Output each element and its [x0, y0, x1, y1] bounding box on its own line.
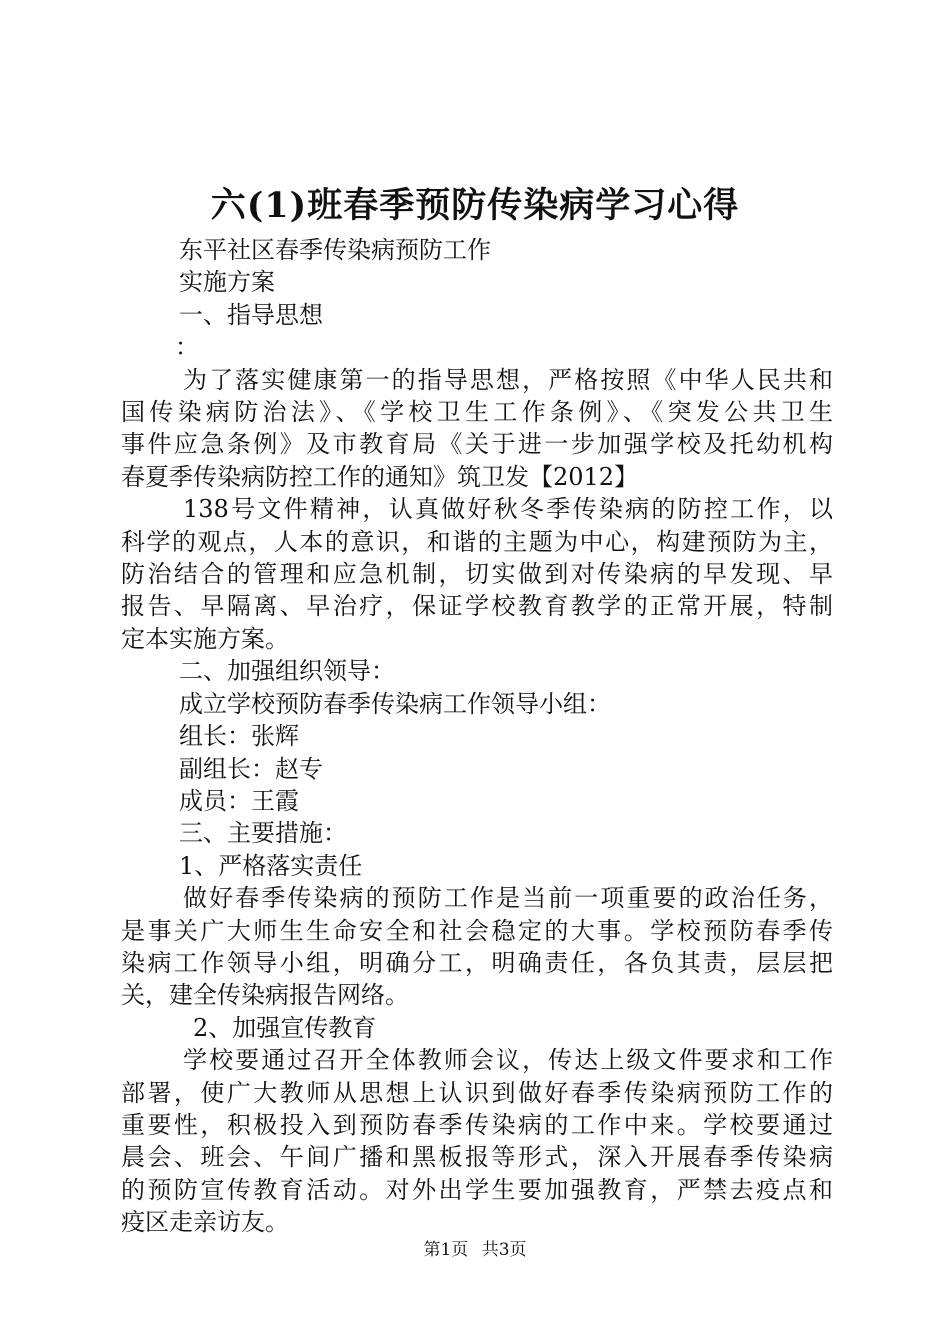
body-line: 副组长：赵专: [179, 754, 323, 783]
body-line: 成员：王霞: [179, 786, 299, 815]
section-heading: 二、加强组织领导：: [179, 657, 395, 686]
paragraph-line: 是事关广大师生生命安全和社会稳定的大事。学校预防春季传: [121, 916, 833, 945]
paragraph-line: 晨会、班会、午间广播和黑板报等形式，深入开展春季传染病: [121, 1143, 833, 1172]
section-heading: 一、指导思想: [179, 300, 323, 329]
paragraph-line: 关，建全传染病报告网络。: [121, 981, 409, 1010]
page-total: 共3页: [481, 1240, 527, 1260]
paragraph-line: 的预防宣传教育活动。对外出学生要加强教育，严禁去疫点和: [121, 1175, 833, 1204]
body-line: 组长：张辉: [179, 722, 299, 751]
subsection-heading: 1、严格落实责任: [179, 851, 363, 880]
paragraph-line: 染病工作领导小组，明确分工，明确责任，各负其责，层层把: [121, 948, 833, 977]
paragraph-line: 部署，使广大教师从思想上认识到做好春季传染病预防工作的: [121, 1078, 833, 1107]
body-line: 成立学校预防春季传染病工作领导小组：: [179, 689, 611, 718]
subsection-heading: 2、加强宣传教育: [193, 1013, 377, 1042]
paragraph-line: 138号文件精神，认真做好秋冬季传染病的防控工作，以: [183, 495, 833, 524]
paragraph-line: 事件应急条例》及市教育局《关于进一步加强学校及托幼机构: [121, 430, 833, 459]
paragraph-line: 学校要通过召开全体教师会议，传达上级文件要求和工作: [183, 1046, 833, 1075]
body-line: ：: [175, 333, 199, 362]
section-heading: 三、主要措施：: [179, 819, 347, 848]
paragraph-line: 定本实施方案。: [121, 624, 289, 653]
page-footer: [0, 1238, 950, 1262]
body-line: 实施方案: [179, 268, 275, 297]
document-body: [121, 234, 833, 1239]
paragraph-line: 重要性，积极投入到预防春季传染病的工作中来。学校要通过: [121, 1110, 833, 1139]
paragraph-line: 春夏季传染病防控工作的通知》筑卫发【2012】: [121, 462, 639, 491]
paragraph-line: 疫区走亲访友。: [121, 1208, 289, 1237]
document-title: 六(1)班春季预防传染病学习心得: [210, 185, 740, 226]
body-line: 东平社区春季传染病预防工作: [179, 236, 491, 264]
page-number: 第1页: [423, 1240, 469, 1260]
paragraph-line: 做好春季传染病的预防工作是当前一项重要的政治任务，: [183, 884, 833, 913]
paragraph-line: 防治结合的管理和应急机制，切实做到对传染病的早发现、早: [121, 560, 833, 589]
paragraph-line: 报告、早隔离、早治疗，保证学校教育教学的正常开展，特制: [121, 592, 833, 621]
paragraph-line: 国传染病防治法》、《学校卫生工作条例》、《突发公共卫生: [121, 398, 833, 427]
paragraph-line: 科学的观点，人本的意识，和谐的主题为中心，构建预防为主，: [121, 527, 833, 556]
paragraph-line: 为了落实健康第一的指导思想，严格按照《中华人民共和: [183, 365, 833, 394]
